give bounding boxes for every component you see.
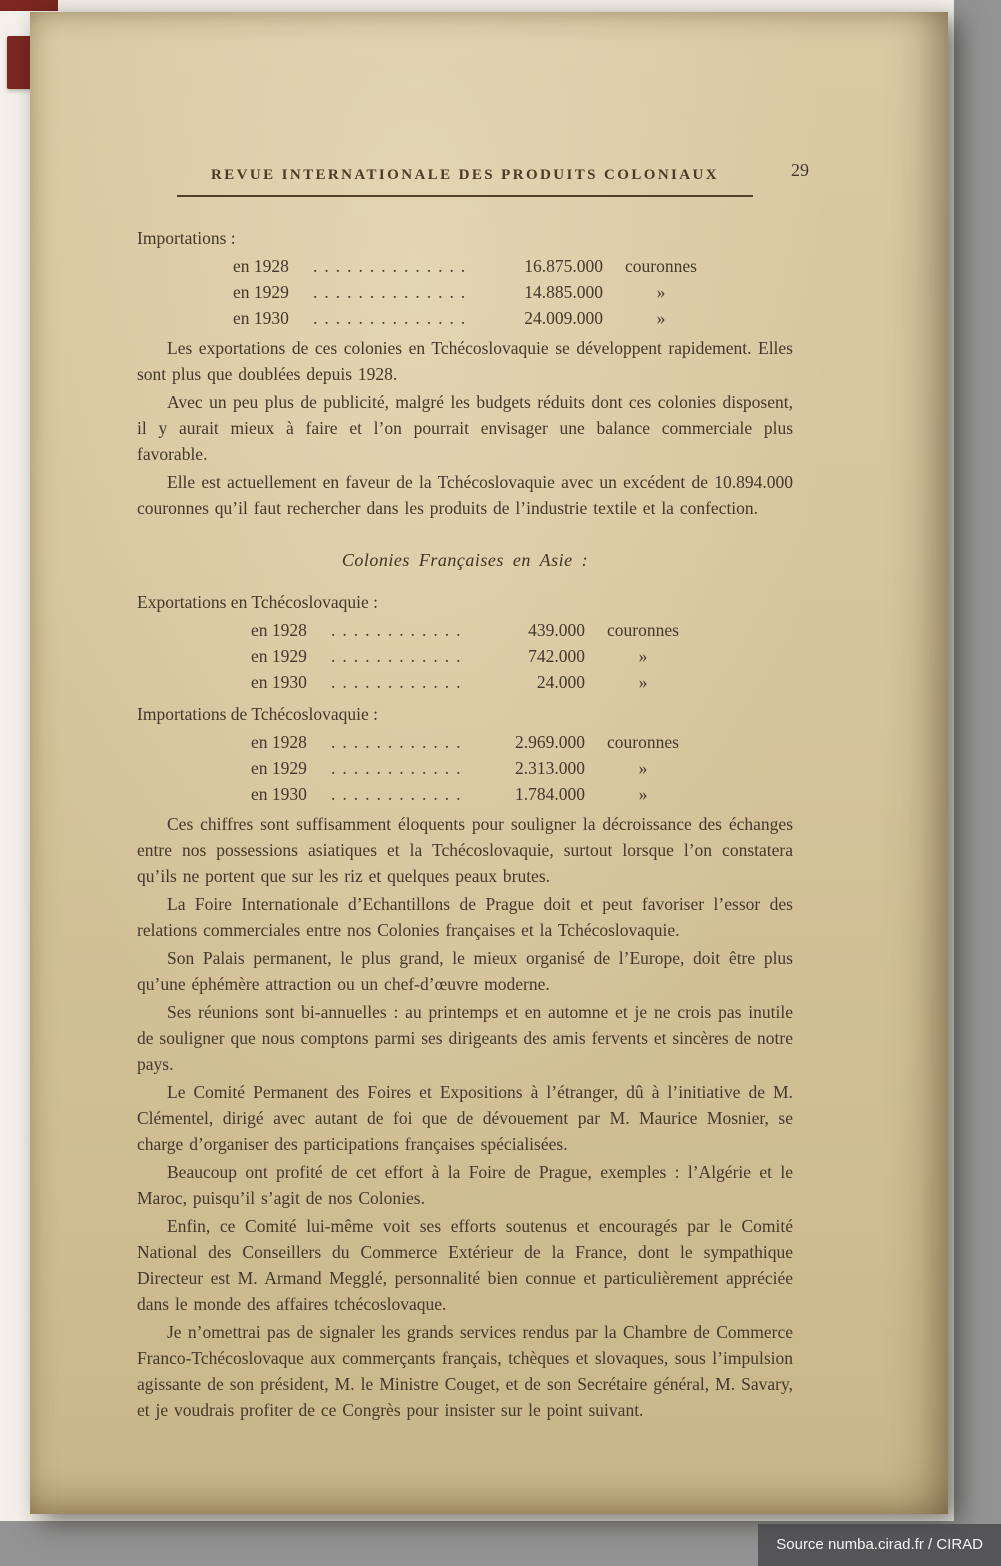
leader-dots: .............. — [313, 282, 473, 302]
paragraph: Les exportations de ces colonies en Tchécoslovaquie se développent rapidement. Elles sont plus que doublées depuis 1928. — [137, 338, 793, 384]
table-row — [137, 279, 793, 305]
exportations-heading: Exportations en Tchécoslovaquie : — [137, 592, 378, 612]
exportations-table — [137, 617, 793, 695]
binding-mark-top — [0, 0, 58, 11]
row-value: 2.969.000 — [515, 732, 585, 752]
row-unit: » — [656, 282, 666, 302]
row-value: 439.000 — [528, 620, 585, 640]
table-row — [137, 643, 793, 669]
row-unit: » — [656, 308, 666, 328]
leader-dots: ............ — [331, 784, 468, 804]
paragraph: La Foire Internationale d’Echantillons de Prague doit et peut favoriser l’essor des relations commerciales entre nos Colonies françaises et la Tchécoslovaquie. — [137, 894, 793, 940]
table-row — [137, 669, 793, 695]
row-value: 1.784.000 — [515, 784, 585, 804]
paragraph: Beaucoup ont profité de cet effort à la Foire de Prague, exemples : l’Algérie et le Maroc, puisqu’il s’agit de nos Colonies. — [137, 1162, 793, 1208]
watermark: Source numba.cirad.fr / CIRAD — [758, 1524, 1001, 1566]
importations-heading: Importations : — [137, 228, 236, 248]
paragraph: Elle est actuellement en faveur de la Tchécoslovaquie avec un excédent de 10.894.000 couronnes qu’il faut rechercher dans les produits de l’industrie textile et la confection. — [137, 472, 793, 518]
page-scan — [30, 12, 948, 1514]
leader-dots: ............ — [331, 672, 468, 692]
row-value: 2.313.000 — [515, 758, 585, 778]
leader-dots: ............ — [331, 732, 468, 752]
importations-tcheco-heading: Importations de Tchécoslovaquie : — [137, 704, 378, 724]
row-value: 16.875.000 — [524, 256, 603, 276]
paragraph: Enfin, ce Comité lui-même voit ses efforts soutenus et encouragés par le Comité National des Conseillers du Commerce Extérieur de la France, dont le sympathique Directeur est M. Armand Megglé, personnalité bien connue et particulièrement appréciée dans le monde des affaires tchécoslovaque. — [137, 1216, 793, 1314]
asie-section-heading: Colonies Françaises en Asie : — [341, 550, 589, 570]
row-value: 742.000 — [528, 646, 585, 666]
row-year: en 1930 — [251, 672, 307, 692]
leader-dots: .............. — [313, 308, 473, 328]
table-row — [137, 781, 793, 807]
row-unit: couronnes — [607, 732, 679, 752]
row-year: en 1928 — [251, 732, 307, 752]
page-number: 29 — [791, 160, 809, 180]
row-unit: » — [638, 784, 648, 804]
row-unit: couronnes — [607, 620, 679, 640]
leader-dots: .............. — [313, 256, 473, 276]
table-row — [137, 305, 793, 331]
paragraph: Je n’omettrai pas de signaler les grands services rendus par la Chambre de Commerce Franco-Tchécoslovaque aux commerçants français, tchèques et slovaques, sous l’impulsion agissante de son président, M. le Ministre Couget, et de son Secrétaire général, M. Savary, et je voudrais profiter de ce Congrès pour insister sur le point suivant. — [137, 1322, 793, 1420]
paragraph: Son Palais permanent, le plus grand, le mieux organisé de l’Europe, doit être plus qu’une éphémère attraction ou un chef-d’œuvre moderne. — [137, 948, 793, 994]
table-row — [137, 253, 793, 279]
row-unit: » — [638, 672, 648, 692]
table-row — [137, 755, 793, 781]
row-value: 24.000 — [536, 672, 585, 692]
leader-dots: ............ — [331, 646, 468, 666]
paragraph: Le Comité Permanent des Foires et Expositions à l’étranger, dû à l’initiative de M. Clémentel, dirigé avec autant de foi que de dévouement par M. Maurice Mosnier, se charge d’organiser des participations françaises spécialisées. — [137, 1082, 793, 1154]
row-value: 14.885.000 — [524, 282, 603, 302]
row-unit: » — [638, 646, 648, 666]
table-row — [137, 617, 793, 643]
row-value: 24.009.000 — [524, 308, 603, 328]
journal-title: REVUE INTERNATIONALE DES PRODUITS COLONIAUX — [177, 162, 753, 197]
importations-table — [137, 253, 793, 331]
paragraph: Avec un peu plus de publicité, malgré les budgets réduits dont ces colonies disposent, il y aurait mieux à faire et l’on pourrait envisager une balance commerciale plus favorable. — [137, 392, 793, 464]
importations-tcheco-table — [137, 729, 793, 807]
row-unit: » — [638, 758, 648, 778]
row-year: en 1928 — [233, 256, 289, 276]
paragraph: Ces chiffres sont suffisamment éloquents pour souligner la décroissance des échanges entre nos possessions asiatiques et la Tchécoslovaquie, surtout lorsque l’on constatera qu’ils ne portent que sur les riz et quelques peaux brutes. — [137, 814, 793, 886]
row-year: en 1929 — [251, 758, 307, 778]
table-row — [137, 729, 793, 755]
page-content — [30, 12, 948, 1423]
paragraph: Ses réunions sont bi-annuelles : au printemps et en automne et je ne crois pas inutile de souligner que nous comptons parmi ses dirigeants des amis fervents et sincères de notre pays. — [137, 1002, 793, 1074]
row-year: en 1929 — [251, 646, 307, 666]
row-year: en 1929 — [233, 282, 289, 302]
row-unit: couronnes — [625, 256, 697, 276]
row-year: en 1930 — [233, 308, 289, 328]
leader-dots: ............ — [331, 758, 468, 778]
row-year: en 1930 — [251, 784, 307, 804]
leader-dots: ............ — [331, 620, 468, 640]
row-year: en 1928 — [251, 620, 307, 640]
page-header — [137, 160, 809, 197]
